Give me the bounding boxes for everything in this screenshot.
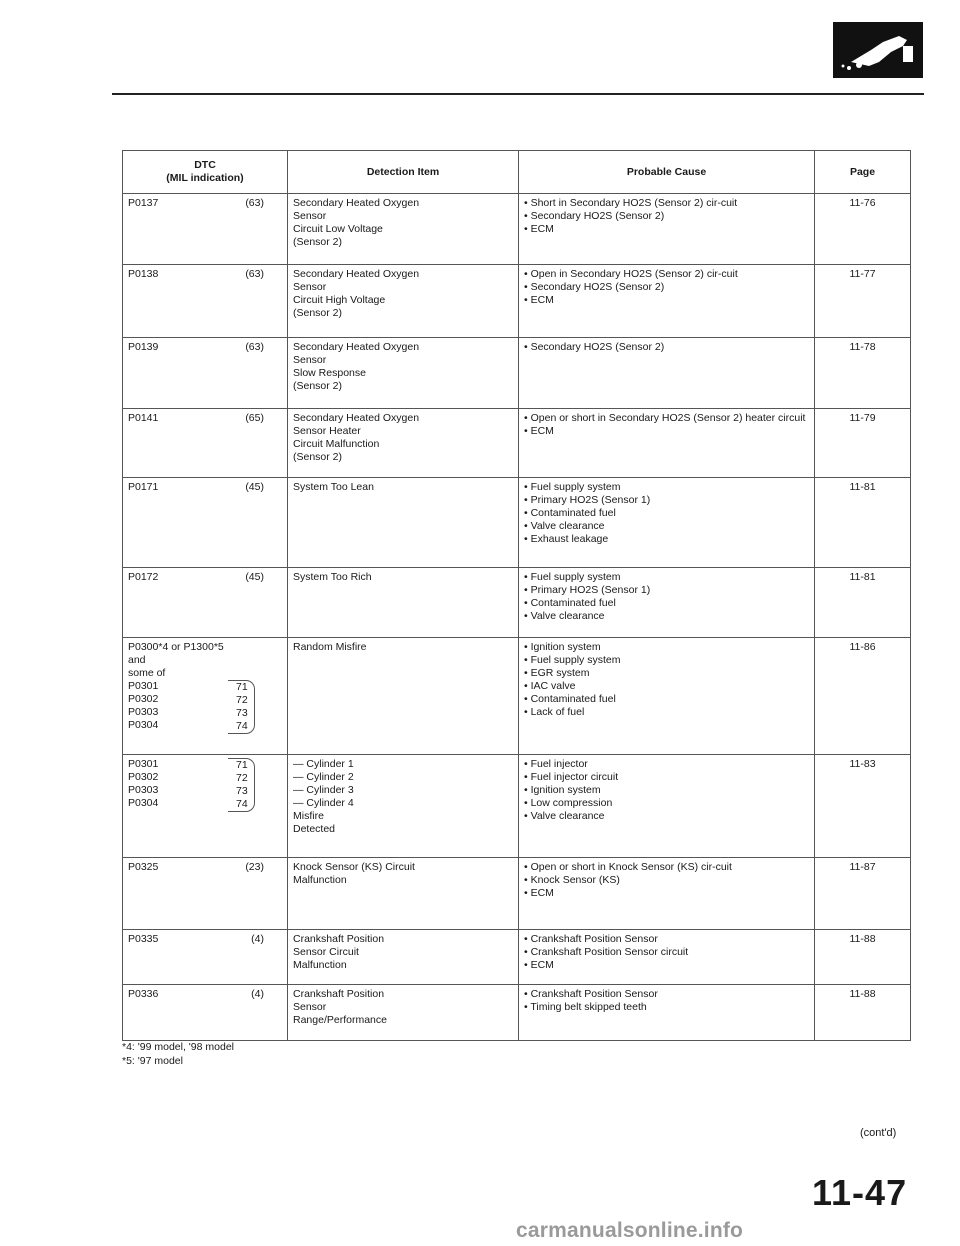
- cause-line: • ECM: [524, 887, 554, 899]
- cause-line: • Exhaust leakage: [524, 533, 609, 545]
- detection-line: (Sensor 2): [293, 380, 343, 392]
- fuel-emissions-section-icon: [833, 22, 923, 78]
- page-number: 11-47: [812, 1172, 908, 1213]
- dtc-code: P0137: [128, 197, 159, 209]
- top-rule: [112, 93, 924, 95]
- cause-line: • Open or short in Secondary HO2S (Sensor 2) heater circuit: [524, 412, 806, 424]
- mil-code: 72: [236, 772, 248, 784]
- cause-line: • Contaminated fuel: [524, 693, 616, 705]
- detection-line: Malfunction: [293, 874, 347, 886]
- cause-line: • Valve clearance: [524, 610, 605, 622]
- cause-cell: [519, 858, 815, 930]
- detection-line: Misfire: [293, 810, 324, 822]
- cause-line: • Contaminated fuel: [524, 507, 616, 519]
- cause-line: • Valve clearance: [524, 810, 605, 822]
- cause-line: • ECM: [524, 223, 554, 235]
- dtc-cell: [123, 478, 288, 568]
- mil-code: (63): [245, 197, 264, 209]
- mil-code: (4): [251, 988, 264, 1000]
- cause-line: • Crankshaft Position Sensor: [524, 933, 658, 945]
- cause-line: • Fuel supply system: [524, 481, 621, 493]
- detection-line: (Sensor 2): [293, 451, 343, 463]
- dtc-code: P0304: [128, 797, 159, 809]
- detection-cell: [288, 638, 519, 755]
- table-row: [123, 265, 911, 338]
- cause-cell: [519, 478, 815, 568]
- dtc-code: P0335: [128, 933, 159, 945]
- table-row: [123, 194, 911, 265]
- section-tab: [833, 22, 923, 78]
- continued-label: (cont'd): [860, 1127, 897, 1139]
- detection-line: Crankshaft Position: [293, 933, 385, 945]
- dtc-code: P0141: [128, 412, 159, 424]
- cause-line: • Fuel supply system: [524, 571, 621, 583]
- detection-line: Secondary Heated Oxygen: [293, 341, 420, 353]
- dtc-intro-line: P0300*4 or P1300*5: [128, 641, 224, 653]
- page-ref: 11-77: [815, 265, 911, 338]
- cause-cell: [519, 338, 815, 409]
- mil-code: 74: [236, 798, 248, 810]
- cause-line: • Ignition system: [524, 784, 601, 796]
- cause-line: • IAC valve: [524, 680, 576, 692]
- column-header-dtc-line2: (MIL indication): [166, 172, 244, 184]
- detection-cell: [288, 568, 519, 638]
- mil-code: (4): [251, 933, 264, 945]
- dtc-code: P0336: [128, 988, 159, 1000]
- dtc-code: P0138: [128, 268, 159, 280]
- column-header-dtc: [123, 151, 288, 194]
- detection-line: Circuit Low Voltage: [293, 223, 383, 235]
- cause-line: • Fuel supply system: [524, 654, 621, 666]
- dtc-cell: [123, 409, 288, 478]
- dtc-cell: [123, 985, 288, 1041]
- detection-line: System Too Rich: [293, 571, 372, 583]
- table-row: [123, 858, 911, 930]
- dtc-code: P0303: [128, 784, 159, 796]
- detection-line: Secondary Heated Oxygen: [293, 268, 420, 280]
- dtc-cell: [123, 858, 288, 930]
- detection-cell: [288, 265, 519, 338]
- detection-line: Circuit High Voltage: [293, 294, 386, 306]
- cause-cell: [519, 409, 815, 478]
- detection-line: Sensor: [293, 210, 327, 222]
- detection-line: (Sensor 2): [293, 307, 343, 319]
- detection-cell: [288, 755, 519, 858]
- detection-cell: [288, 338, 519, 409]
- footnote: *4: '99 model, '98 model: [122, 1041, 234, 1053]
- detection-line: Sensor Heater: [293, 425, 361, 437]
- cause-cell: [519, 930, 815, 985]
- cause-cell: [519, 985, 815, 1041]
- detection-cell: [288, 194, 519, 265]
- detection-line: — Cylinder 4: [293, 797, 354, 809]
- cause-line: • Secondary HO2S (Sensor 2): [524, 281, 665, 293]
- footnote: *5: '97 model: [122, 1055, 183, 1067]
- mil-code: 73: [236, 785, 248, 797]
- mil-code: (63): [245, 341, 264, 353]
- cause-line: • ECM: [524, 294, 554, 306]
- detection-line: Secondary Heated Oxygen: [293, 412, 420, 424]
- dtc-cell: [123, 930, 288, 985]
- detection-line: Circuit Malfunction: [293, 438, 380, 450]
- table-row: [123, 755, 911, 858]
- dtc-cell: [123, 194, 288, 265]
- detection-line: Knock Sensor (KS) Circuit: [293, 861, 415, 873]
- table-row: [123, 930, 911, 985]
- mil-code: (23): [245, 861, 264, 873]
- cause-line: • Secondary HO2S (Sensor 2): [524, 341, 665, 353]
- table-header-row: [123, 151, 911, 194]
- table-row: [123, 985, 911, 1041]
- page-ref: 11-88: [815, 985, 911, 1041]
- footnotes: [122, 1040, 234, 1068]
- cause-line: • Open in Secondary HO2S (Sensor 2) cir-cuit: [524, 268, 738, 280]
- detection-cell: [288, 409, 519, 478]
- dtc-code: P0301: [128, 680, 159, 692]
- dtc-code: P0302: [128, 771, 159, 783]
- detection-cell: [288, 985, 519, 1041]
- cause-line: • Knock Sensor (KS): [524, 874, 620, 886]
- dtc-code: P0303: [128, 706, 159, 718]
- detection-cell: [288, 930, 519, 985]
- watermark: carmanualsonline.info: [516, 1219, 744, 1242]
- cause-cell: [519, 755, 815, 858]
- detection-line: Secondary Heated Oxygen: [293, 197, 420, 209]
- dtc-code: P0304: [128, 719, 159, 731]
- detection-line: Sensor Circuit: [293, 946, 359, 958]
- detection-line: Random Misfire: [293, 641, 367, 653]
- cause-line: • Primary HO2S (Sensor 1): [524, 494, 651, 506]
- page-ref: 11-78: [815, 338, 911, 409]
- detection-line: — Cylinder 1: [293, 758, 354, 770]
- table-row: [123, 338, 911, 409]
- dtc-subcode-group: [128, 680, 282, 734]
- cause-cell: [519, 194, 815, 265]
- detection-cell: [288, 858, 519, 930]
- dtc-subcode-group: [128, 758, 282, 812]
- cause-line: • Crankshaft Position Sensor: [524, 988, 658, 1000]
- mil-code: 74: [236, 720, 248, 732]
- detection-line: Malfunction: [293, 959, 347, 971]
- page-ref: 11-81: [815, 478, 911, 568]
- detection-line: Sensor: [293, 354, 327, 366]
- cause-cell: [519, 638, 815, 755]
- column-header-detection: Detection Item: [288, 151, 519, 194]
- cause-line: • Open or short in Knock Sensor (KS) cir-cuit: [524, 861, 732, 873]
- dtc-cell: [123, 338, 288, 409]
- cause-cell: [519, 265, 815, 338]
- mil-bracket: [228, 680, 255, 734]
- table-row: [123, 638, 911, 755]
- cause-line: • Low compression: [524, 797, 613, 809]
- detection-line: Sensor: [293, 281, 327, 293]
- page-ref: 11-79: [815, 409, 911, 478]
- cause-line: • Fuel injector circuit: [524, 771, 619, 783]
- detection-line: System Too Lean: [293, 481, 374, 493]
- cause-line: • Primary HO2S (Sensor 1): [524, 584, 651, 596]
- cause-line: • Secondary HO2S (Sensor 2): [524, 210, 665, 222]
- column-header-cause: Probable Cause: [519, 151, 815, 194]
- mil-bracket: [228, 758, 255, 812]
- cause-line: • Short in Secondary HO2S (Sensor 2) cir-cuit: [524, 197, 738, 209]
- mil-code: 71: [236, 759, 248, 771]
- page-ref: 11-87: [815, 858, 911, 930]
- table-row: [123, 409, 911, 478]
- cause-line: • ECM: [524, 959, 554, 971]
- mil-code: (45): [245, 481, 264, 493]
- detection-line: Sensor: [293, 1001, 327, 1013]
- mil-code: 71: [236, 681, 248, 693]
- cause-line: • Fuel injector: [524, 758, 588, 770]
- cause-line: • EGR system: [524, 667, 590, 679]
- cause-line: • ECM: [524, 425, 554, 437]
- dtc-code: P0301: [128, 758, 159, 770]
- page-ref: 11-83: [815, 755, 911, 858]
- detection-cell: [288, 478, 519, 568]
- detection-line: Slow Response: [293, 367, 366, 379]
- cause-line: • Contaminated fuel: [524, 597, 616, 609]
- dtc-table: [122, 150, 911, 1041]
- dtc-cell: [123, 568, 288, 638]
- dtc-cell: [123, 755, 288, 858]
- page-ref: 11-86: [815, 638, 911, 755]
- mil-code: 73: [236, 707, 248, 719]
- page-ref: 11-81: [815, 568, 911, 638]
- dtc-code: P0171: [128, 481, 159, 493]
- cause-cell: [519, 568, 815, 638]
- dtc-intro-line: and: [128, 654, 146, 666]
- cause-line: • Timing belt skipped teeth: [524, 1001, 647, 1013]
- column-header-page: Page: [815, 151, 911, 194]
- page-ref: 11-76: [815, 194, 911, 265]
- dtc-code: P0325: [128, 861, 159, 873]
- mil-code: 72: [236, 694, 248, 706]
- table-row: [123, 478, 911, 568]
- cause-line: • Valve clearance: [524, 520, 605, 532]
- detection-line: Range/Performance: [293, 1014, 387, 1026]
- mil-code: (65): [245, 412, 264, 424]
- dtc-intro-line: some of: [128, 667, 166, 679]
- detection-line: — Cylinder 2: [293, 771, 354, 783]
- dtc-code: P0139: [128, 341, 159, 353]
- dtc-code: P0172: [128, 571, 159, 583]
- dtc-cell: [123, 638, 288, 755]
- cause-line: • Ignition system: [524, 641, 601, 653]
- dtc-cell: [123, 265, 288, 338]
- table-row: [123, 568, 911, 638]
- page-ref: 11-88: [815, 930, 911, 985]
- cause-line: • Lack of fuel: [524, 706, 585, 718]
- cause-line: • Crankshaft Position Sensor circuit: [524, 946, 689, 958]
- column-header-dtc-line1: DTC: [194, 159, 216, 171]
- dtc-code: P0302: [128, 693, 159, 705]
- detection-line: — Cylinder 3: [293, 784, 354, 796]
- detection-line: Detected: [293, 823, 336, 835]
- mil-code: (63): [245, 268, 264, 280]
- detection-line: (Sensor 2): [293, 236, 343, 248]
- mil-code: (45): [245, 571, 264, 583]
- detection-line: Crankshaft Position: [293, 988, 385, 1000]
